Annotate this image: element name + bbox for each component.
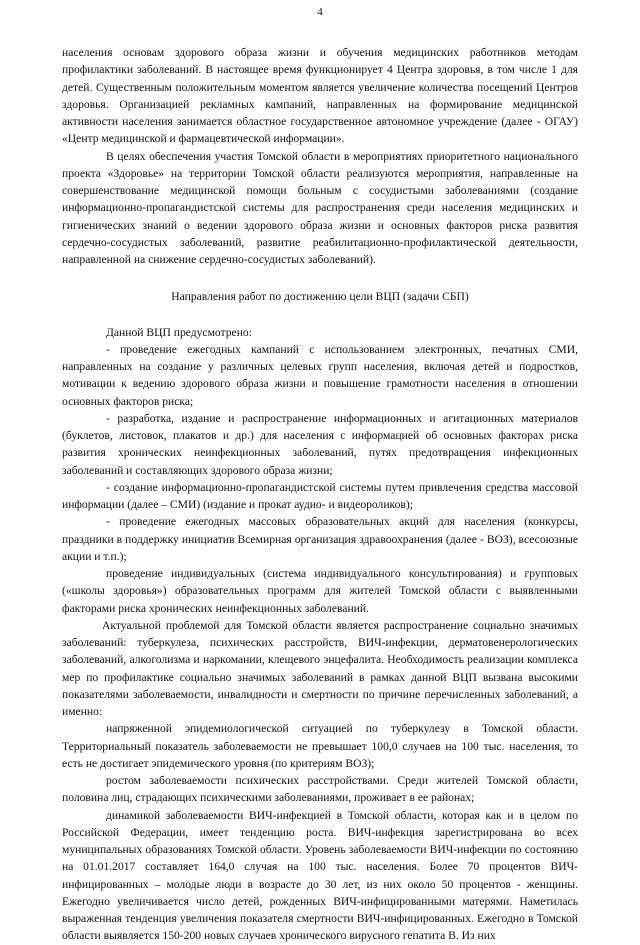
document-body [62,44,578,945]
list-item: - проведение ежегодных массовых образовательных акций для населения (конкурсы, праздники в поддержку инициатив Всемирная организация здравоохранения (далее - ВОЗ), всесоюзные акции и т.п.); [62,515,578,563]
paragraph: динамикой заболеваемости ВИЧ-инфекцией в Томской области, которая как и в целом по Российской Федерации, имеет тенденцию роста. ВИЧ-инфекция зарегистрирована во всех муниципальных образованиях Томской области. Уровень заболеваемости ВИЧ-инфекции по состоянию на 01.01.2017 составляет 164,0 случая на 100 тыс. населения. Более 70 процентов ВИЧ-инфицированных – молодые люди в возрасте до 30 лет, из них около 50 процентов - женщины. Ежегодно увеличивается число детей, рожденных ВИЧ-инфицированными матерями. Наметилась выраженная тенденция увеличения показателя смертности ВИЧ-инфицированных. Ежегодно в Томской области выявляется 150-200 новых случаев хронического вирусного гепатита В. Из них [62,808,578,943]
list-item: проведение индивидуальных (система индивидуального консультирования) и групповых («школы здоровья») образовательных программ для жителей Томской области с выявленными факторами риска хронических неинфекционных заболеваний. [62,567,578,615]
paragraph: Актуальной проблемой для Томской области является распространение социально значимых заболеваний: туберкулеза, психических расстройств, ВИЧ-инфекции, дерматовенерологических заболеваний, алкоголизма и наркомании, клещевого энцефалита. Необходимость реализации комплекса мер по профилактике социально значимых заболеваний в рамках данной ВЦП вызвана высокими показателями заболеваемости, инвалидности и смертности по причине перечисленных заболеваний, а именно: [62,618,578,718]
list-item: - разработка, издание и распространение информационных и агитационных материалов (буклетов, листовок, плакатов и др.) для населения с информацией об основных факторах риска развития хронических неинфекционных заболеваний, путях предотвращения инфекционных заболеваний и составляющих здорового образа жизни; [62,411,578,477]
paragraph: напряженной эпидемиологической ситуацией по туберкулезу в Томской области. Территориальный показатель заболеваемости не превышает 100,0 случаев на 100 тыс. населения, то есть не достигает эпидемического уровня (по критериям ВОЗ); [62,722,578,770]
paragraph: ростом заболеваемости психических расстройствами. Среди жителей Томской области, половина лиц, страдающих психическими заболеваниями, проживает в ее районах; [62,774,578,805]
section-heading: Направления работ по достижению цели ВЦП (задачи СБП) [171,290,469,304]
page-number: 4 [317,6,323,18]
list-item: - проведение ежегодных кампаний с использованием электронных, печатных СМИ, направленных на создание у различных целевых групп населения, включая детей и подростков, мотивации к ведению здорового образа жизни и повышение грамотности населения в отношении основных факторов риска; [62,342,578,408]
paragraph: Данной ВЦП предусмотрено: [106,325,252,339]
paragraph: населения основам здорового образа жизни и обучения медицинских работников методам профилактики заболеваний. В настоящее время функционирует 4 Центра здоровья, в том числе 1 для детей. Существенным положительным моментом является увеличение количества посещений Центров здоровья. Организацией рекламных кампаний, направленных на формирование медицинской активности населения занимается областное государственное автономное учреждение (далее - ОГАУ) «Центр медицинской и фармацевтической информации». [62,46,578,146]
paragraph: В целях обеспечения участия Томской области в мероприятиях приоритетного национального проекта «Здоровье» на территории Томской области реализуются мероприятия, направленные на совершенствование медицинской помощи больным с сосудистыми заболеваниями (создание информационно-пропагандистской системы для распространения среди населения медицинских и гигиенических знаний о ведении здорового образа жизни и основных факторов риска развития сердечно-сосудистых заболеваний, развитие реабилитационно-профилактической деятельности, направленной на снижение сердечно-сосудистых заболеваний). [62,149,578,266]
list-item: - создание информационно-пропагандистской системы путем привлечения средства массовой информации (далее – СМИ) (издание и прокат аудио- и видеороликов); [62,480,578,511]
